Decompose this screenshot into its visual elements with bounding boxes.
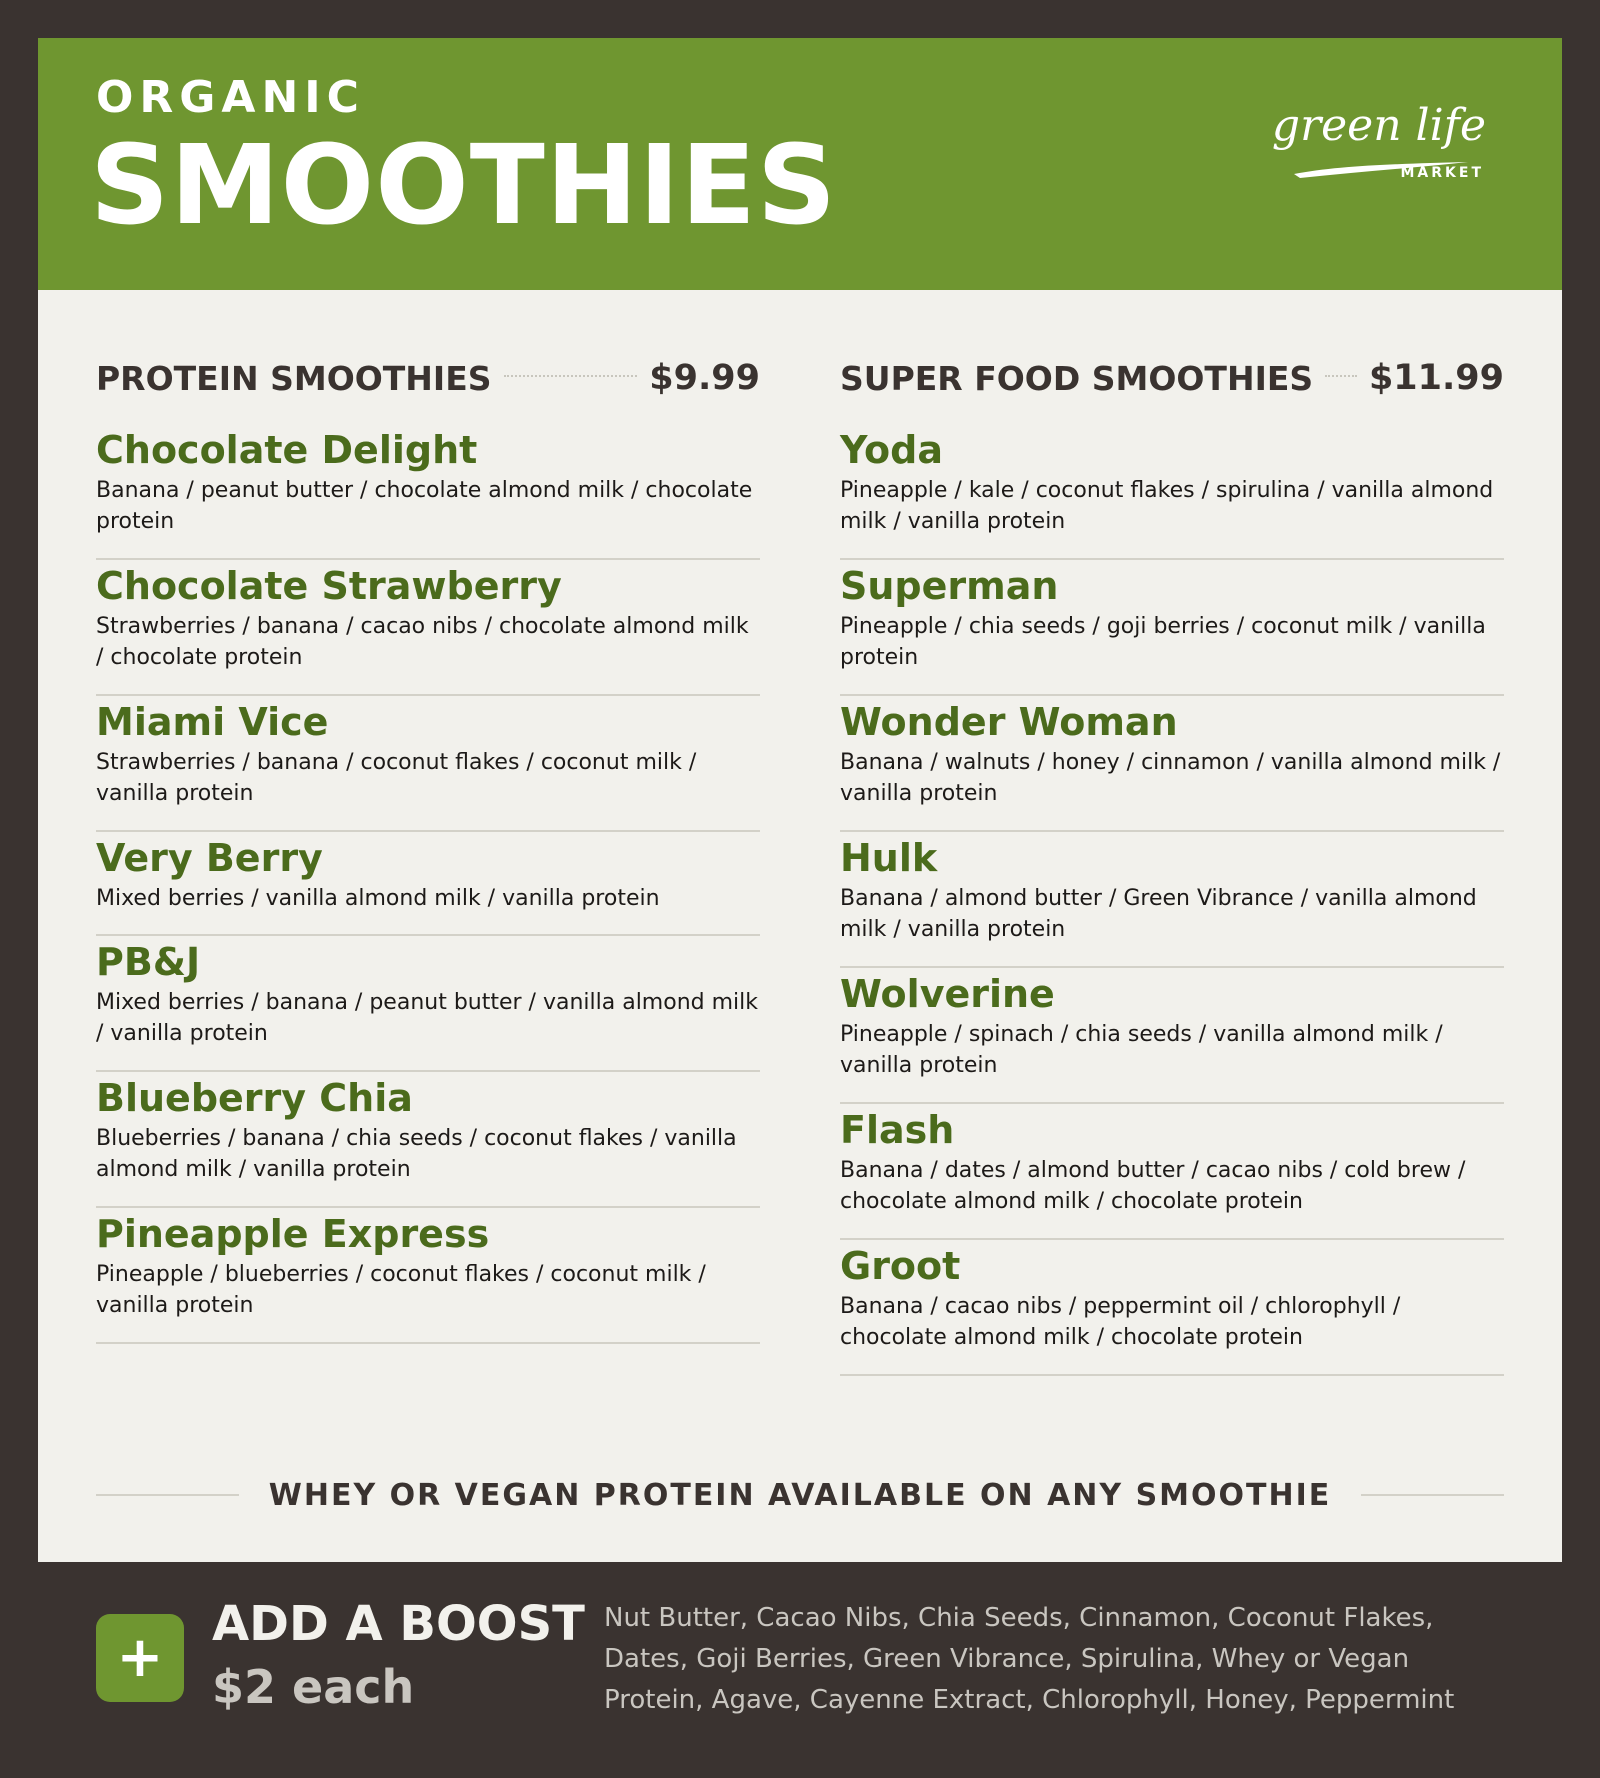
- item-ingredients: Strawberries / banana / cacao nibs / chocolate almond milk / chocolate protein: [96, 614, 749, 670]
- menu-kicker: ORGANIC: [96, 72, 365, 123]
- item-ingredients: Banana / almond butter / Green Vibrance / vanilla almond milk / vanilla protein: [840, 886, 1477, 942]
- item-ingredients: Banana / peanut butter / chocolate almond milk / chocolate protein: [96, 478, 753, 534]
- menu-item: [840, 832, 1504, 968]
- footnote-text: WHEY OR VEGAN PROTEIN AVAILABLE ON ANY SMOOTHIE: [268, 1477, 1332, 1513]
- menu-item: [96, 696, 760, 832]
- menu-item: [96, 1208, 760, 1344]
- item-ingredients: Banana / dates / almond butter / cacao nibs / cold brew / chocolate almond milk / chocolate protein: [840, 1158, 1466, 1214]
- menu-item: [96, 424, 760, 560]
- boost-price: $2 each: [212, 1660, 415, 1714]
- menu-header: [38, 38, 1562, 290]
- section-title: SUPER FOOD SMOOTHIES: [840, 358, 1314, 398]
- boost-title: ADD A BOOST: [212, 1596, 585, 1652]
- protein-footnote: [96, 1470, 1504, 1520]
- item-ingredients: Pineapple / spinach / chia seeds / vanilla almond milk / vanilla protein: [840, 1022, 1443, 1078]
- menu-item: [96, 1072, 760, 1208]
- plus-icon: +: [96, 1614, 184, 1702]
- footnote-divider: [96, 1494, 239, 1496]
- item-name: Superman: [840, 564, 1059, 608]
- menu-item: [840, 1240, 1504, 1376]
- section-header: [96, 350, 760, 406]
- item-name: Wolverine: [840, 972, 1055, 1016]
- item-name: Very Berry: [96, 836, 323, 880]
- section-title: PROTEIN SMOOTHIES: [96, 358, 492, 398]
- item-name: Miami Vice: [96, 700, 329, 744]
- item-ingredients: Mixed berries / vanilla almond milk / vanilla protein: [96, 886, 660, 911]
- item-name: Chocolate Delight: [96, 428, 478, 472]
- menu-item: [96, 560, 760, 696]
- item-ingredients: Strawberries / banana / coconut flakes / coconut milk / vanilla protein: [96, 750, 697, 806]
- brand-logo: [1271, 98, 1486, 208]
- dotted-leader: [1325, 375, 1357, 377]
- item-ingredients: Blueberries / banana / chia seeds / coconut flakes / vanilla almond milk / vanilla protein: [96, 1126, 737, 1182]
- item-name: PB&J: [96, 940, 201, 984]
- logo-script-text: green life: [1271, 100, 1486, 151]
- menu-item: [840, 424, 1504, 560]
- logo-market-text: MARKET: [1400, 165, 1484, 181]
- menu-item: [840, 968, 1504, 1104]
- item-ingredients: Pineapple / blueberries / coconut flakes / coconut milk / vanilla protein: [96, 1262, 706, 1318]
- menu-item: [840, 560, 1504, 696]
- menu-item: [840, 696, 1504, 832]
- item-ingredients: Pineapple / kale / coconut flakes / spirulina / vanilla almond milk / vanilla protein: [840, 478, 1494, 534]
- menu-board: [38, 38, 1562, 1562]
- item-name: Hulk: [840, 836, 938, 880]
- item-name: Chocolate Strawberry: [96, 564, 562, 608]
- item-name: Yoda: [840, 428, 943, 472]
- dotted-leader: [504, 375, 638, 377]
- item-name: Flash: [840, 1108, 955, 1152]
- menu-item: [96, 936, 760, 1072]
- item-name: Pineapple Express: [96, 1212, 490, 1256]
- section-super-food-smoothies: [840, 350, 1504, 1376]
- section-protein-smoothies: [96, 350, 760, 1344]
- menu-item: [840, 1104, 1504, 1240]
- item-ingredients: Banana / walnuts / honey / cinnamon / vanilla almond milk / vanilla protein: [840, 750, 1501, 806]
- item-name: Wonder Woman: [840, 700, 1178, 744]
- section-price: $9.99: [649, 357, 760, 398]
- item-name: Groot: [840, 1244, 961, 1288]
- item-name: Blueberry Chia: [96, 1076, 413, 1120]
- item-ingredients: Pineapple / chia seeds / goji berries / coconut milk / vanilla protein: [840, 614, 1486, 670]
- section-price: $11.99: [1368, 357, 1504, 398]
- menu-item: [96, 832, 760, 936]
- menu-title: SMOOTHIES: [90, 121, 838, 249]
- footnote-divider: [1361, 1494, 1504, 1496]
- item-ingredients: Banana / cacao nibs / peppermint oil / chlorophyll / chocolate almond milk / chocolate protein: [840, 1294, 1401, 1350]
- item-ingredients: Mixed berries / banana / peanut butter / vanilla almond milk / vanilla protein: [96, 990, 758, 1046]
- section-header: [840, 350, 1504, 406]
- boost-options-list: Nut Butter, Cacao Nibs, Chia Seeds, Cinnamon, Coconut Flakes, Dates, Goji Berries, Green Vibrance, Spirulina, Whey or Vegan Protein, Agave, Cayenne Extract, Chlorophyll, Honey, Peppermint: [604, 1603, 1455, 1715]
